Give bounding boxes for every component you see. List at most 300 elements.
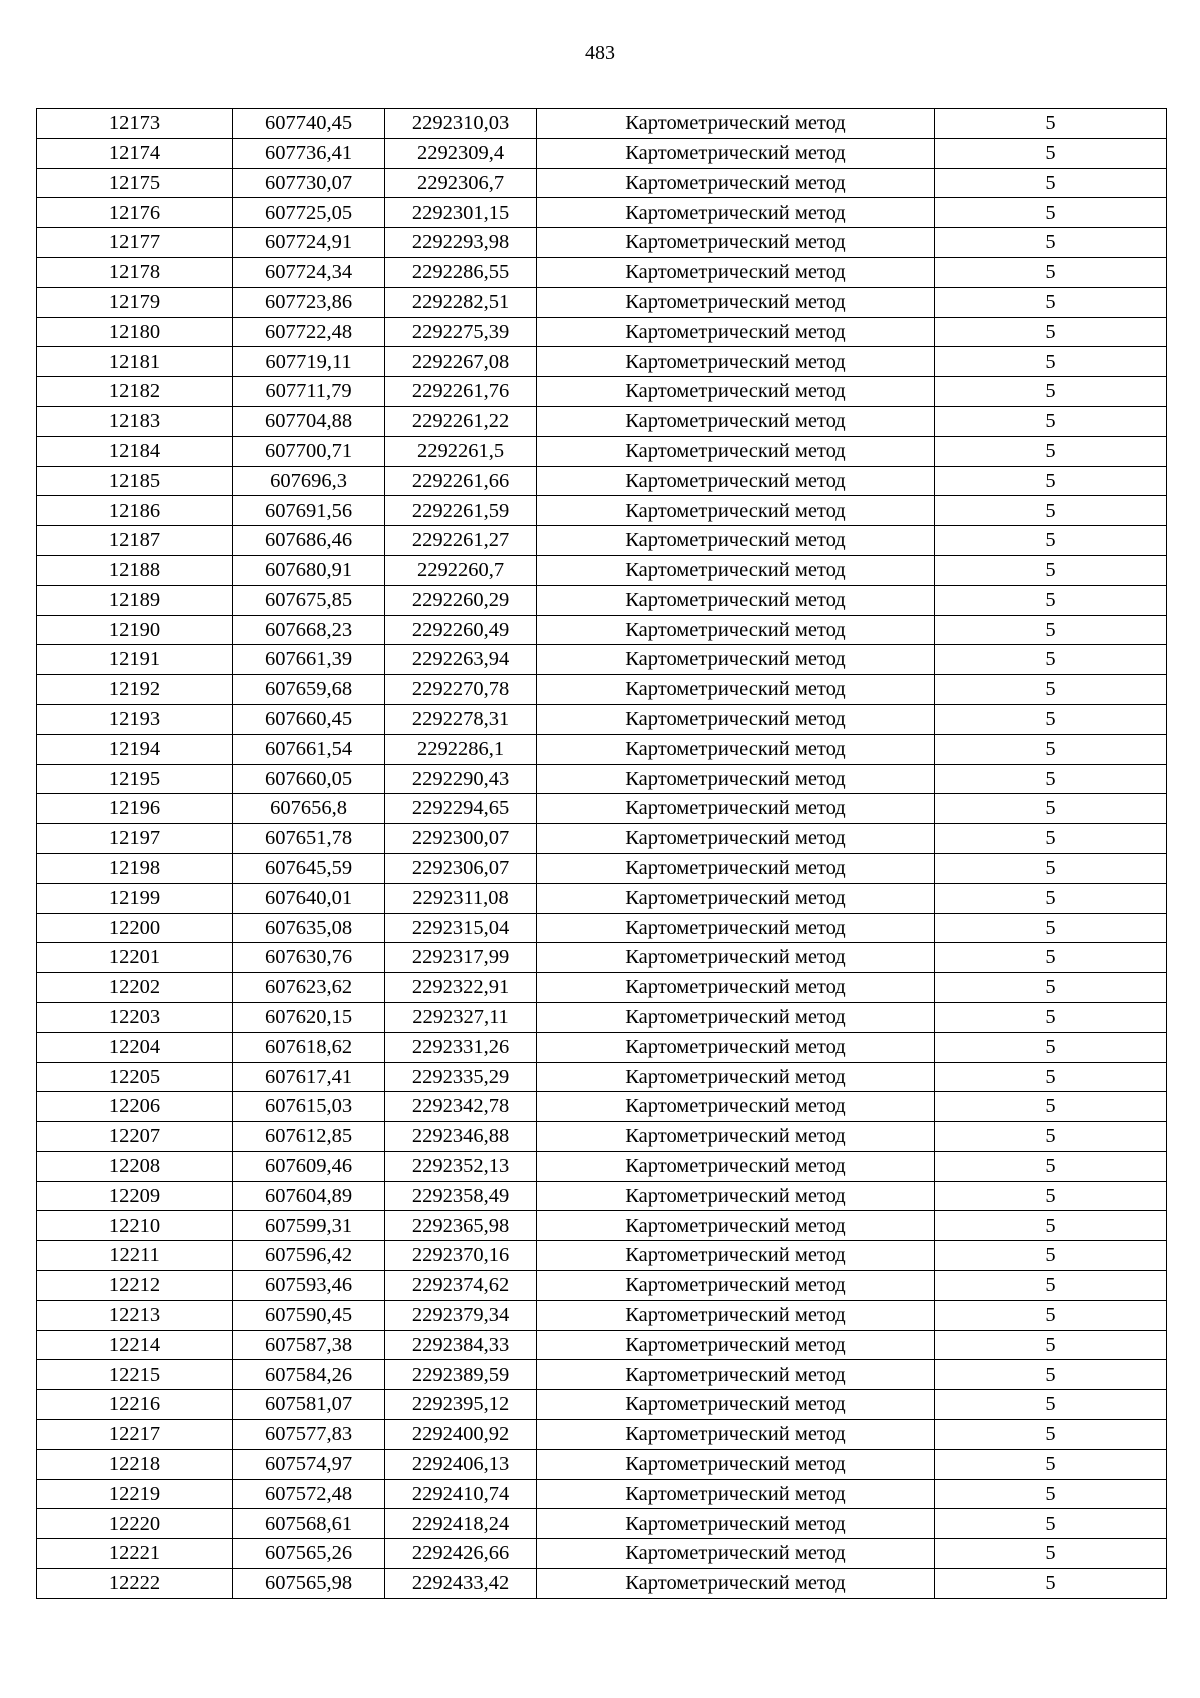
table-row	[37, 1420, 1167, 1450]
table-row	[37, 466, 1167, 496]
x-coordinate-cell: 607723,86	[233, 287, 385, 317]
method-cell: Картометрический метод	[537, 257, 935, 287]
method-cell: Картометрический метод	[537, 317, 935, 347]
table-row	[37, 257, 1167, 287]
accuracy-cell: 5	[935, 1062, 1167, 1092]
point-number-cell: 12204	[37, 1032, 233, 1062]
x-coordinate-cell: 607565,26	[233, 1539, 385, 1569]
table-row	[37, 1569, 1167, 1599]
method-cell: Картометрический метод	[537, 1271, 935, 1301]
accuracy-cell: 5	[935, 1002, 1167, 1032]
point-number-cell: 12190	[37, 615, 233, 645]
point-number-cell: 12177	[37, 228, 233, 258]
point-number-cell: 12202	[37, 973, 233, 1003]
x-coordinate-cell: 607623,62	[233, 973, 385, 1003]
accuracy-cell: 5	[935, 168, 1167, 198]
table-row	[37, 645, 1167, 675]
point-number-cell: 12182	[37, 377, 233, 407]
table-row	[37, 406, 1167, 436]
method-cell: Картометрический метод	[537, 704, 935, 734]
accuracy-cell: 5	[935, 228, 1167, 258]
y-coordinate-cell: 2292335,29	[385, 1062, 537, 1092]
point-number-cell: 12212	[37, 1271, 233, 1301]
method-cell: Картометрический метод	[537, 615, 935, 645]
y-coordinate-cell: 2292352,13	[385, 1151, 537, 1181]
y-coordinate-cell: 2292346,88	[385, 1122, 537, 1152]
point-number-cell: 12198	[37, 853, 233, 883]
table-row	[37, 377, 1167, 407]
x-coordinate-cell: 607724,91	[233, 228, 385, 258]
y-coordinate-cell: 2292395,12	[385, 1390, 537, 1420]
x-coordinate-cell: 607620,15	[233, 1002, 385, 1032]
method-cell: Картометрический метод	[537, 287, 935, 317]
y-coordinate-cell: 2292286,55	[385, 257, 537, 287]
table-row	[37, 734, 1167, 764]
y-coordinate-cell: 2292311,08	[385, 883, 537, 913]
y-coordinate-cell: 2292261,27	[385, 526, 537, 556]
y-coordinate-cell: 2292261,66	[385, 466, 537, 496]
y-coordinate-cell: 2292267,08	[385, 347, 537, 377]
x-coordinate-cell: 607661,54	[233, 734, 385, 764]
x-coordinate-cell: 607711,79	[233, 377, 385, 407]
point-number-cell: 12201	[37, 943, 233, 973]
method-cell: Картометрический метод	[537, 1151, 935, 1181]
accuracy-cell: 5	[935, 645, 1167, 675]
accuracy-cell: 5	[935, 406, 1167, 436]
accuracy-cell: 5	[935, 943, 1167, 973]
point-number-cell: 12183	[37, 406, 233, 436]
method-cell: Картометрический метод	[537, 109, 935, 139]
table-row	[37, 109, 1167, 139]
point-number-cell: 12194	[37, 734, 233, 764]
table-row	[37, 317, 1167, 347]
accuracy-cell: 5	[935, 496, 1167, 526]
method-cell: Картометрический метод	[537, 794, 935, 824]
accuracy-cell: 5	[935, 1360, 1167, 1390]
x-coordinate-cell: 607659,68	[233, 675, 385, 705]
method-cell: Картометрический метод	[537, 377, 935, 407]
method-cell: Картометрический метод	[537, 883, 935, 913]
x-coordinate-cell: 607651,78	[233, 824, 385, 854]
point-number-cell: 12179	[37, 287, 233, 317]
table-row	[37, 1092, 1167, 1122]
x-coordinate-cell: 607635,08	[233, 913, 385, 943]
method-cell: Картометрический метод	[537, 555, 935, 585]
x-coordinate-cell: 607660,05	[233, 764, 385, 794]
method-cell: Картометрический метод	[537, 526, 935, 556]
y-coordinate-cell: 2292275,39	[385, 317, 537, 347]
y-coordinate-cell: 2292270,78	[385, 675, 537, 705]
table-row	[37, 1002, 1167, 1032]
y-coordinate-cell: 2292261,59	[385, 496, 537, 526]
x-coordinate-cell: 607719,11	[233, 347, 385, 377]
accuracy-cell: 5	[935, 853, 1167, 883]
table-row	[37, 138, 1167, 168]
accuracy-cell: 5	[935, 377, 1167, 407]
point-number-cell: 12196	[37, 794, 233, 824]
point-number-cell: 12222	[37, 1569, 233, 1599]
page-number: 483	[585, 42, 615, 64]
accuracy-cell: 5	[935, 1479, 1167, 1509]
accuracy-cell: 5	[935, 526, 1167, 556]
table-row	[37, 1539, 1167, 1569]
method-cell: Картометрический метод	[537, 1032, 935, 1062]
point-number-cell: 12174	[37, 138, 233, 168]
x-coordinate-cell: 607691,56	[233, 496, 385, 526]
x-coordinate-cell: 607680,91	[233, 555, 385, 585]
y-coordinate-cell: 2292261,22	[385, 406, 537, 436]
x-coordinate-cell: 607568,61	[233, 1509, 385, 1539]
table-row	[37, 347, 1167, 377]
x-coordinate-cell: 607696,3	[233, 466, 385, 496]
point-number-cell: 12176	[37, 198, 233, 228]
point-number-cell: 12206	[37, 1092, 233, 1122]
accuracy-cell: 5	[935, 198, 1167, 228]
x-coordinate-cell: 607615,03	[233, 1092, 385, 1122]
table-row	[37, 436, 1167, 466]
x-coordinate-cell: 607617,41	[233, 1062, 385, 1092]
accuracy-cell: 5	[935, 1271, 1167, 1301]
x-coordinate-cell: 607686,46	[233, 526, 385, 556]
point-number-cell: 12209	[37, 1181, 233, 1211]
accuracy-cell: 5	[935, 704, 1167, 734]
table-row	[37, 913, 1167, 943]
point-number-cell: 12195	[37, 764, 233, 794]
accuracy-cell: 5	[935, 287, 1167, 317]
x-coordinate-cell: 607725,05	[233, 198, 385, 228]
y-coordinate-cell: 2292309,4	[385, 138, 537, 168]
accuracy-cell: 5	[935, 913, 1167, 943]
table-row	[37, 1181, 1167, 1211]
point-number-cell: 12211	[37, 1241, 233, 1271]
method-cell: Картометрический метод	[537, 198, 935, 228]
table-body	[37, 109, 1167, 1599]
table-row	[37, 853, 1167, 883]
point-number-cell: 12199	[37, 883, 233, 913]
x-coordinate-cell: 607704,88	[233, 406, 385, 436]
table-row	[37, 228, 1167, 258]
method-cell: Картометрический метод	[537, 1330, 935, 1360]
accuracy-cell: 5	[935, 1181, 1167, 1211]
table-row	[37, 287, 1167, 317]
x-coordinate-cell: 607565,98	[233, 1569, 385, 1599]
y-coordinate-cell: 2292410,74	[385, 1479, 537, 1509]
method-cell: Картометрический метод	[537, 1092, 935, 1122]
x-coordinate-cell: 607584,26	[233, 1360, 385, 1390]
y-coordinate-cell: 2292306,07	[385, 853, 537, 883]
accuracy-cell: 5	[935, 794, 1167, 824]
table-row	[37, 973, 1167, 1003]
accuracy-cell: 5	[935, 1092, 1167, 1122]
point-number-cell: 12215	[37, 1360, 233, 1390]
accuracy-cell: 5	[935, 1211, 1167, 1241]
table-row	[37, 1062, 1167, 1092]
y-coordinate-cell: 2292300,07	[385, 824, 537, 854]
x-coordinate-cell: 607574,97	[233, 1449, 385, 1479]
table-row	[37, 794, 1167, 824]
method-cell: Картометрический метод	[537, 1122, 935, 1152]
point-number-cell: 12184	[37, 436, 233, 466]
table-row	[37, 585, 1167, 615]
accuracy-cell: 5	[935, 1032, 1167, 1062]
accuracy-cell: 5	[935, 1241, 1167, 1271]
y-coordinate-cell: 2292263,94	[385, 645, 537, 675]
y-coordinate-cell: 2292365,98	[385, 1211, 537, 1241]
point-number-cell: 12218	[37, 1449, 233, 1479]
method-cell: Картометрический метод	[537, 1390, 935, 1420]
method-cell: Картометрический метод	[537, 734, 935, 764]
table-row	[37, 1271, 1167, 1301]
table-row	[37, 943, 1167, 973]
x-coordinate-cell: 607618,62	[233, 1032, 385, 1062]
point-number-cell: 12197	[37, 824, 233, 854]
method-cell: Картометрический метод	[537, 1211, 935, 1241]
x-coordinate-cell: 607596,42	[233, 1241, 385, 1271]
y-coordinate-cell: 2292286,1	[385, 734, 537, 764]
x-coordinate-cell: 607724,34	[233, 257, 385, 287]
method-cell: Картометрический метод	[537, 347, 935, 377]
x-coordinate-cell: 607630,76	[233, 943, 385, 973]
method-cell: Картометрический метод	[537, 853, 935, 883]
table-row	[37, 675, 1167, 705]
x-coordinate-cell: 607581,07	[233, 1390, 385, 1420]
point-number-cell: 12221	[37, 1539, 233, 1569]
y-coordinate-cell: 2292301,15	[385, 198, 537, 228]
y-coordinate-cell: 2292260,7	[385, 555, 537, 585]
y-coordinate-cell: 2292400,92	[385, 1420, 537, 1450]
x-coordinate-cell: 607668,23	[233, 615, 385, 645]
y-coordinate-cell: 2292374,62	[385, 1271, 537, 1301]
table-row	[37, 1390, 1167, 1420]
x-coordinate-cell: 607675,85	[233, 585, 385, 615]
table-row	[37, 824, 1167, 854]
table-row	[37, 555, 1167, 585]
table-row	[37, 1330, 1167, 1360]
method-cell: Картометрический метод	[537, 496, 935, 526]
method-cell: Картометрический метод	[537, 1479, 935, 1509]
accuracy-cell: 5	[935, 1151, 1167, 1181]
accuracy-cell: 5	[935, 1509, 1167, 1539]
y-coordinate-cell: 2292260,29	[385, 585, 537, 615]
accuracy-cell: 5	[935, 1122, 1167, 1152]
method-cell: Картометрический метод	[537, 1360, 935, 1390]
y-coordinate-cell: 2292306,7	[385, 168, 537, 198]
y-coordinate-cell: 2292389,59	[385, 1360, 537, 1390]
point-number-cell: 12205	[37, 1062, 233, 1092]
table-row	[37, 1032, 1167, 1062]
x-coordinate-cell: 607640,01	[233, 883, 385, 913]
y-coordinate-cell: 2292261,76	[385, 377, 537, 407]
x-coordinate-cell: 607604,89	[233, 1181, 385, 1211]
table-row	[37, 1211, 1167, 1241]
method-cell: Картометрический метод	[537, 168, 935, 198]
table-row	[37, 704, 1167, 734]
accuracy-cell: 5	[935, 764, 1167, 794]
y-coordinate-cell: 2292322,91	[385, 973, 537, 1003]
y-coordinate-cell: 2292278,31	[385, 704, 537, 734]
point-number-cell: 12175	[37, 168, 233, 198]
x-coordinate-cell: 607609,46	[233, 1151, 385, 1181]
x-coordinate-cell: 607590,45	[233, 1300, 385, 1330]
y-coordinate-cell: 2292426,66	[385, 1539, 537, 1569]
x-coordinate-cell: 607730,07	[233, 168, 385, 198]
coordinates-table	[36, 108, 1167, 1599]
method-cell: Картометрический метод	[537, 1509, 935, 1539]
method-cell: Картометрический метод	[537, 645, 935, 675]
point-number-cell: 12214	[37, 1330, 233, 1360]
x-coordinate-cell: 607660,45	[233, 704, 385, 734]
x-coordinate-cell: 607577,83	[233, 1420, 385, 1450]
y-coordinate-cell: 2292310,03	[385, 109, 537, 139]
accuracy-cell: 5	[935, 347, 1167, 377]
y-coordinate-cell: 2292433,42	[385, 1569, 537, 1599]
method-cell: Картометрический метод	[537, 913, 935, 943]
accuracy-cell: 5	[935, 1569, 1167, 1599]
table-row	[37, 198, 1167, 228]
accuracy-cell: 5	[935, 973, 1167, 1003]
table-row	[37, 1449, 1167, 1479]
method-cell: Картометрический метод	[537, 1300, 935, 1330]
accuracy-cell: 5	[935, 1449, 1167, 1479]
point-number-cell: 12181	[37, 347, 233, 377]
x-coordinate-cell: 607700,71	[233, 436, 385, 466]
y-coordinate-cell: 2292370,16	[385, 1241, 537, 1271]
method-cell: Картометрический метод	[537, 973, 935, 1003]
y-coordinate-cell: 2292315,04	[385, 913, 537, 943]
accuracy-cell: 5	[935, 138, 1167, 168]
y-coordinate-cell: 2292358,49	[385, 1181, 537, 1211]
point-number-cell: 12219	[37, 1479, 233, 1509]
y-coordinate-cell: 2292261,5	[385, 436, 537, 466]
method-cell: Картометрический метод	[537, 1062, 935, 1092]
table-row	[37, 496, 1167, 526]
method-cell: Картометрический метод	[537, 1539, 935, 1569]
point-number-cell: 12178	[37, 257, 233, 287]
x-coordinate-cell: 607736,41	[233, 138, 385, 168]
method-cell: Картометрический метод	[537, 1181, 935, 1211]
point-number-cell: 12220	[37, 1509, 233, 1539]
method-cell: Картометрический метод	[537, 1449, 935, 1479]
table-row	[37, 168, 1167, 198]
y-coordinate-cell: 2292342,78	[385, 1092, 537, 1122]
point-number-cell: 12193	[37, 704, 233, 734]
table-row	[37, 1300, 1167, 1330]
method-cell: Картометрический метод	[537, 943, 935, 973]
point-number-cell: 12216	[37, 1390, 233, 1420]
table-row	[37, 1122, 1167, 1152]
point-number-cell: 12185	[37, 466, 233, 496]
accuracy-cell: 5	[935, 734, 1167, 764]
point-number-cell: 12208	[37, 1151, 233, 1181]
y-coordinate-cell: 2292418,24	[385, 1509, 537, 1539]
accuracy-cell: 5	[935, 1330, 1167, 1360]
accuracy-cell: 5	[935, 1300, 1167, 1330]
method-cell: Картометрический метод	[537, 466, 935, 496]
y-coordinate-cell: 2292290,43	[385, 764, 537, 794]
x-coordinate-cell: 607656,8	[233, 794, 385, 824]
x-coordinate-cell: 607599,31	[233, 1211, 385, 1241]
point-number-cell: 12192	[37, 675, 233, 705]
y-coordinate-cell: 2292317,99	[385, 943, 537, 973]
x-coordinate-cell: 607645,59	[233, 853, 385, 883]
accuracy-cell: 5	[935, 883, 1167, 913]
x-coordinate-cell: 607661,39	[233, 645, 385, 675]
accuracy-cell: 5	[935, 466, 1167, 496]
point-number-cell: 12189	[37, 585, 233, 615]
method-cell: Картометрический метод	[537, 824, 935, 854]
y-coordinate-cell: 2292293,98	[385, 228, 537, 258]
point-number-cell: 12186	[37, 496, 233, 526]
y-coordinate-cell: 2292260,49	[385, 615, 537, 645]
table-row	[37, 1479, 1167, 1509]
point-number-cell: 12187	[37, 526, 233, 556]
method-cell: Картометрический метод	[537, 406, 935, 436]
x-coordinate-cell: 607587,38	[233, 1330, 385, 1360]
point-number-cell: 12188	[37, 555, 233, 585]
accuracy-cell: 5	[935, 1539, 1167, 1569]
method-cell: Картометрический метод	[537, 1002, 935, 1032]
x-coordinate-cell: 607593,46	[233, 1271, 385, 1301]
method-cell: Картометрический метод	[537, 1420, 935, 1450]
table-row	[37, 1360, 1167, 1390]
accuracy-cell: 5	[935, 1390, 1167, 1420]
method-cell: Картометрический метод	[537, 436, 935, 466]
accuracy-cell: 5	[935, 317, 1167, 347]
x-coordinate-cell: 607722,48	[233, 317, 385, 347]
table-row	[37, 615, 1167, 645]
x-coordinate-cell: 607572,48	[233, 1479, 385, 1509]
table-row	[37, 883, 1167, 913]
accuracy-cell: 5	[935, 555, 1167, 585]
point-number-cell: 12180	[37, 317, 233, 347]
point-number-cell: 12173	[37, 109, 233, 139]
y-coordinate-cell: 2292379,34	[385, 1300, 537, 1330]
table-row	[37, 1509, 1167, 1539]
point-number-cell: 12207	[37, 1122, 233, 1152]
accuracy-cell: 5	[935, 109, 1167, 139]
method-cell: Картометрический метод	[537, 585, 935, 615]
table-row	[37, 1151, 1167, 1181]
point-number-cell: 12191	[37, 645, 233, 675]
y-coordinate-cell: 2292406,13	[385, 1449, 537, 1479]
point-number-cell: 12200	[37, 913, 233, 943]
y-coordinate-cell: 2292331,26	[385, 1032, 537, 1062]
table-row	[37, 1241, 1167, 1271]
method-cell: Картометрический метод	[537, 1569, 935, 1599]
method-cell: Картометрический метод	[537, 1241, 935, 1271]
y-coordinate-cell: 2292384,33	[385, 1330, 537, 1360]
point-number-cell: 12213	[37, 1300, 233, 1330]
point-number-cell: 12210	[37, 1211, 233, 1241]
x-coordinate-cell: 607612,85	[233, 1122, 385, 1152]
accuracy-cell: 5	[935, 1420, 1167, 1450]
accuracy-cell: 5	[935, 436, 1167, 466]
y-coordinate-cell: 2292327,11	[385, 1002, 537, 1032]
accuracy-cell: 5	[935, 824, 1167, 854]
method-cell: Картометрический метод	[537, 764, 935, 794]
method-cell: Картометрический метод	[537, 228, 935, 258]
accuracy-cell: 5	[935, 585, 1167, 615]
y-coordinate-cell: 2292282,51	[385, 287, 537, 317]
x-coordinate-cell: 607740,45	[233, 109, 385, 139]
point-number-cell: 12217	[37, 1420, 233, 1450]
table-row	[37, 526, 1167, 556]
y-coordinate-cell: 2292294,65	[385, 794, 537, 824]
accuracy-cell: 5	[935, 615, 1167, 645]
point-number-cell: 12203	[37, 1002, 233, 1032]
method-cell: Картометрический метод	[537, 138, 935, 168]
method-cell: Картометрический метод	[537, 675, 935, 705]
